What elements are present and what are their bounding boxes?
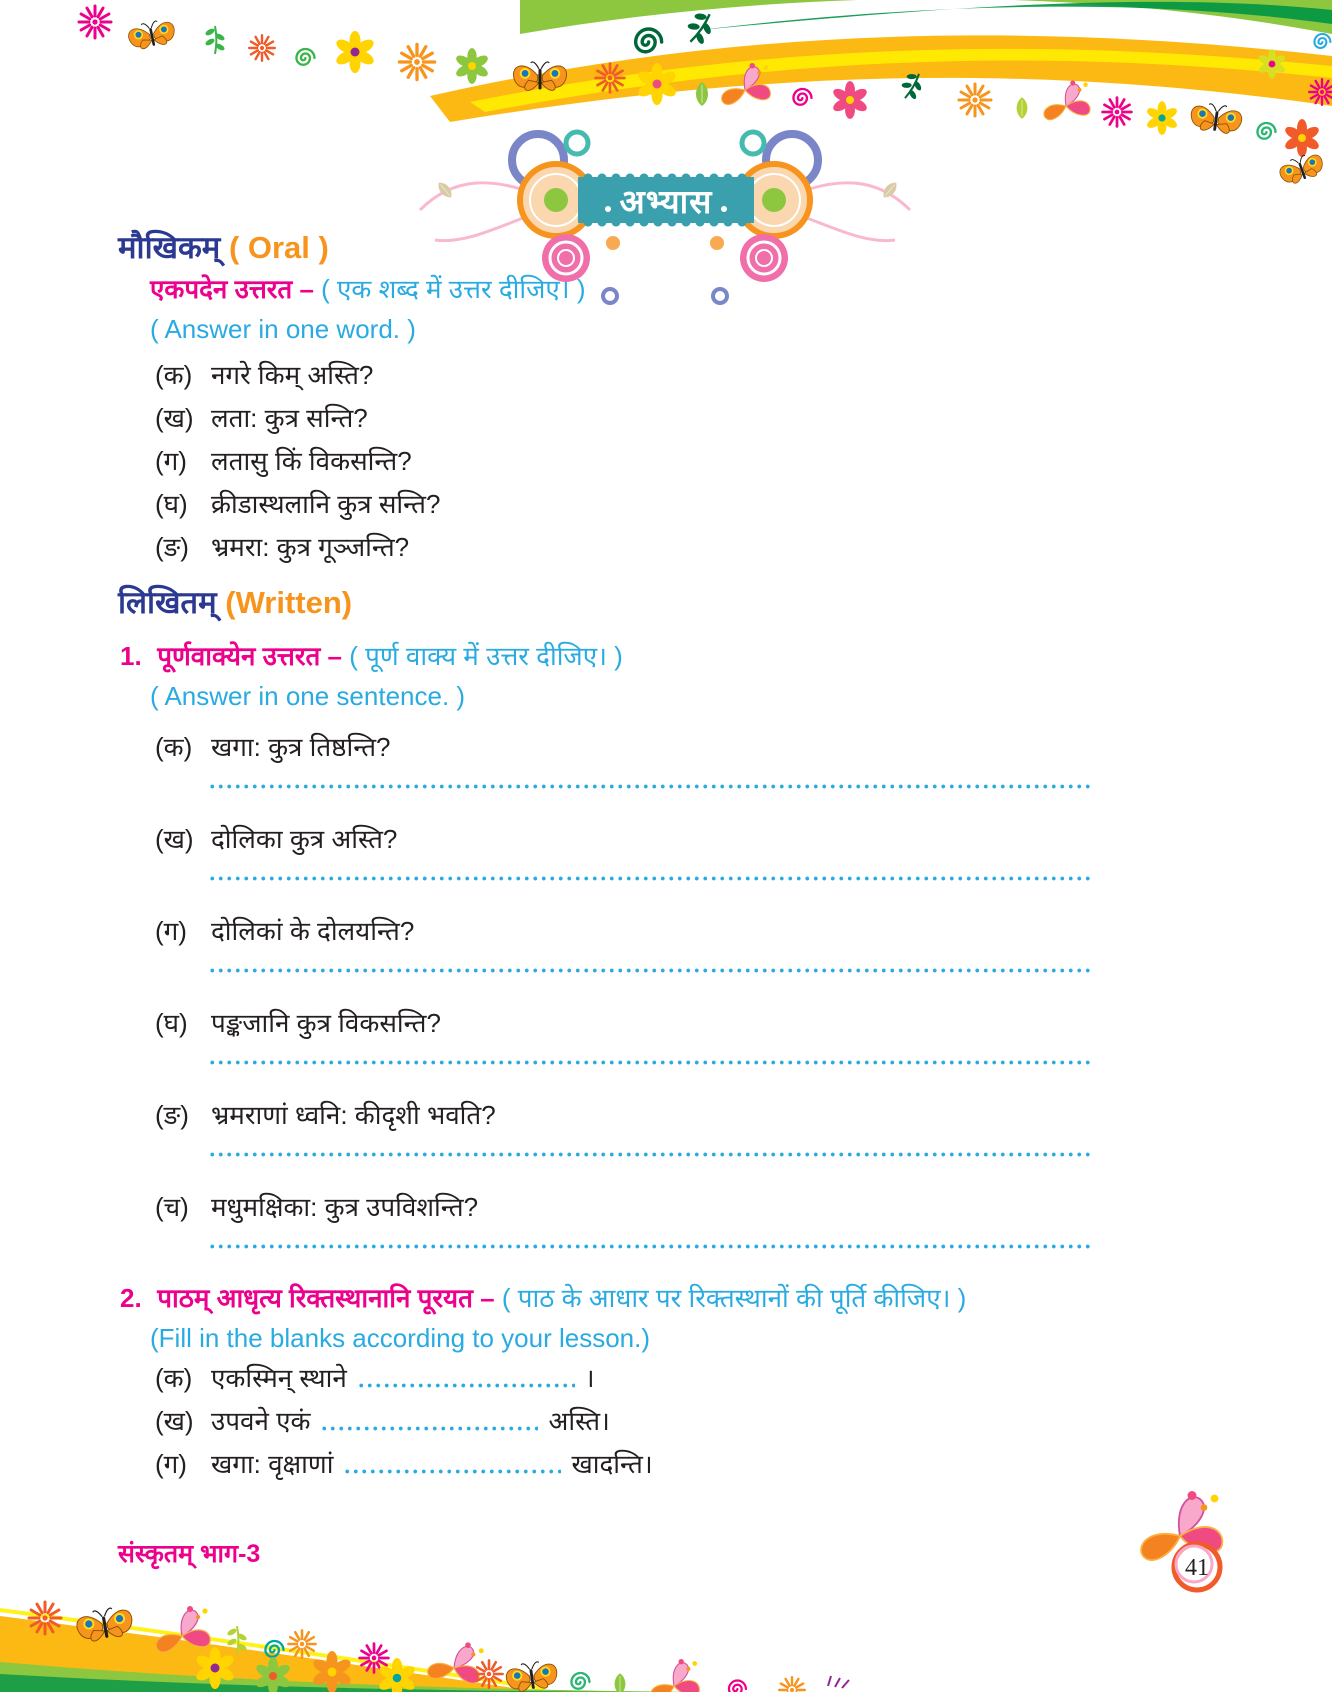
starburst-flower-icon xyxy=(399,44,434,79)
q2-instruction-hindi: ( पाठ के आधार पर रिक्तस्थानों की पूर्ति कीजिए। ) xyxy=(501,1283,967,1313)
question-label: (क) xyxy=(155,1363,193,1393)
question-text: भ्रमराणां ध्वनि: कीदृशी भवति? xyxy=(211,1100,496,1130)
flower-center xyxy=(393,1674,402,1683)
question-label: (क) xyxy=(155,732,193,762)
dot xyxy=(762,188,786,212)
answer-line xyxy=(208,1060,1090,1065)
flower-center xyxy=(351,48,360,57)
question-label: (ग) xyxy=(155,916,187,946)
question-label: (ख) xyxy=(155,403,194,433)
flower-center xyxy=(269,1672,277,1680)
written-question-block xyxy=(0,727,1332,789)
oral-instruction-hindi: ( एक शब्द में उत्तर दीजिए। ) xyxy=(321,274,586,304)
written-q1-instruction xyxy=(120,637,1332,675)
written-q2-instruction xyxy=(120,1279,1332,1317)
written-heading-sanskrit: लिखितम् xyxy=(118,585,217,620)
question-label: (ख) xyxy=(155,1406,194,1436)
question-text: नगरे किम् अस्ति? xyxy=(211,360,374,390)
flower-center xyxy=(211,1664,220,1673)
written-question-block xyxy=(0,1187,1332,1249)
oral-instruction-sanskrit: एकपदेन उत्तरत – xyxy=(150,274,314,304)
flower-center xyxy=(1298,134,1306,142)
heart-flower-icon xyxy=(651,1659,700,1692)
fill-blank-row xyxy=(155,1357,1332,1400)
page-number: 41 xyxy=(1185,1555,1209,1581)
oral-question xyxy=(155,397,1332,440)
question-text: दोलिकां के दोलयन्ति? xyxy=(211,916,415,946)
exercise-content xyxy=(0,228,1332,1486)
question-text: भ्रमरा: कुत्र गूञ्जन्ति? xyxy=(211,532,410,562)
spiral-icon xyxy=(729,1681,746,1692)
q2-instruction-sanskrit: पाठम् आधृत्य रिक्तस्थानानि पूरयत – xyxy=(157,1283,495,1313)
question-label: (घ) xyxy=(155,1008,188,1038)
spiral-icon xyxy=(636,29,662,52)
flower-center xyxy=(653,80,662,89)
question-number: 1. xyxy=(120,641,142,671)
question-label: (ख) xyxy=(155,824,194,854)
question-label: (क) xyxy=(155,360,193,390)
flower-center xyxy=(1158,114,1165,121)
dot xyxy=(544,188,568,212)
blank-line xyxy=(357,1383,575,1388)
oral-section-heading xyxy=(118,228,1332,268)
question-text: क्रीडास्थलानि कुत्र सन्ति? xyxy=(211,489,441,519)
spiral-icon xyxy=(1314,34,1330,48)
grass-marks xyxy=(828,1676,849,1688)
question-label: (ग) xyxy=(155,1449,187,1479)
fill-blank-row xyxy=(155,1400,1332,1443)
oral-instruction-english: ( Answer in one word. ) xyxy=(150,314,416,344)
question-text: दोलिका कुत्र अस्ति? xyxy=(211,824,398,854)
page-title: अभ्यास xyxy=(619,182,713,220)
oral-question xyxy=(155,440,1332,483)
blank-before-text: खगा: वृक्षाणां xyxy=(211,1449,334,1479)
question-label: (ङ) xyxy=(155,1100,189,1130)
q2-instruction-english: (Fill in the blanks according to your lesson.) xyxy=(150,1323,651,1353)
title-banner xyxy=(578,170,754,230)
written-question-block xyxy=(0,1095,1332,1157)
question-text: मधुमक्षिका: कुत्र उपविशन्ति? xyxy=(211,1192,479,1222)
starburst-flower-icon xyxy=(79,6,111,38)
answer-line xyxy=(208,1152,1090,1157)
oral-heading-english: ( Oral ) xyxy=(228,230,329,265)
oral-instruction xyxy=(150,271,1332,308)
written-heading-english: (Written) xyxy=(225,585,353,620)
q1-instruction-sanskrit: पूर्णवाक्येन उत्तरत – xyxy=(157,641,342,671)
butterfly-icon xyxy=(127,18,177,52)
question-text: लतासु किं विकसन्ति? xyxy=(211,446,412,476)
heart-flower-icon xyxy=(1044,81,1090,120)
oral-heading-sanskrit: मौखिकम् xyxy=(118,230,221,265)
oral-question xyxy=(155,483,1332,526)
oral-question-list xyxy=(0,354,1332,569)
flower-center xyxy=(1269,61,1276,68)
flower-center xyxy=(328,1668,337,1677)
ring-circle xyxy=(566,132,588,154)
starburst-flower-icon xyxy=(779,1677,805,1692)
blank-before-text: उपवने एकं xyxy=(211,1406,311,1436)
bottom-decorative-border xyxy=(0,1558,1332,1692)
starburst-flower-icon xyxy=(249,35,275,61)
blank-after-text: । xyxy=(584,1363,595,1393)
answer-line xyxy=(208,876,1090,881)
written-question-block xyxy=(0,911,1332,973)
starburst-flower-icon xyxy=(1103,98,1132,127)
answer-line xyxy=(208,1244,1090,1249)
question-number: 2. xyxy=(120,1283,142,1313)
oral-question xyxy=(155,526,1332,569)
blank-after-text: अस्ति। xyxy=(548,1406,610,1436)
butterfly-icon xyxy=(1189,101,1243,135)
blank-before-text: एकस्मिन् स्थाने xyxy=(211,1363,347,1393)
question-label: (ङ) xyxy=(155,532,189,562)
written-question-block xyxy=(0,819,1332,881)
footer-book-title: संस्कृतम् भाग-3 xyxy=(118,1540,261,1568)
spiral-icon xyxy=(1257,123,1275,139)
q1-instruction-english: ( Answer in one sentence. ) xyxy=(150,681,466,711)
question-text: पङ्कजानि कुत्र विकसन्ति? xyxy=(211,1008,441,1038)
answer-line xyxy=(208,968,1090,973)
answer-line xyxy=(208,784,1090,789)
oral-question xyxy=(155,354,1332,397)
written-question-block xyxy=(0,1003,1332,1065)
question-text: खगा: कुत्र तिष्ठन्ति? xyxy=(211,732,391,762)
leaf-icon xyxy=(615,1673,626,1692)
written-section-heading xyxy=(118,583,1332,623)
leaf-sprig-icon xyxy=(680,7,720,49)
blank-line xyxy=(320,1426,538,1431)
spiral-icon xyxy=(793,89,811,105)
butterfly-icon xyxy=(513,62,566,90)
spiral-icon xyxy=(571,1673,589,1689)
blank-after-text: खादन्ति। xyxy=(571,1449,653,1479)
blank-line xyxy=(343,1469,561,1474)
leaf-icon xyxy=(1017,97,1028,119)
leaf-sprig-icon xyxy=(204,26,225,54)
question-label: (ग) xyxy=(155,446,187,476)
question-label: (च) xyxy=(155,1192,189,1222)
flower-center xyxy=(846,96,854,104)
question-text: लता: कुत्र सन्ति? xyxy=(211,403,368,433)
question-label: (घ) xyxy=(155,489,188,519)
flower-center xyxy=(468,62,476,70)
q1-instruction-hindi: ( पूर्ण वाक्य में उत्तर दीजिए। ) xyxy=(349,641,623,671)
ring-circle xyxy=(742,132,764,154)
spiral-icon xyxy=(296,49,314,65)
